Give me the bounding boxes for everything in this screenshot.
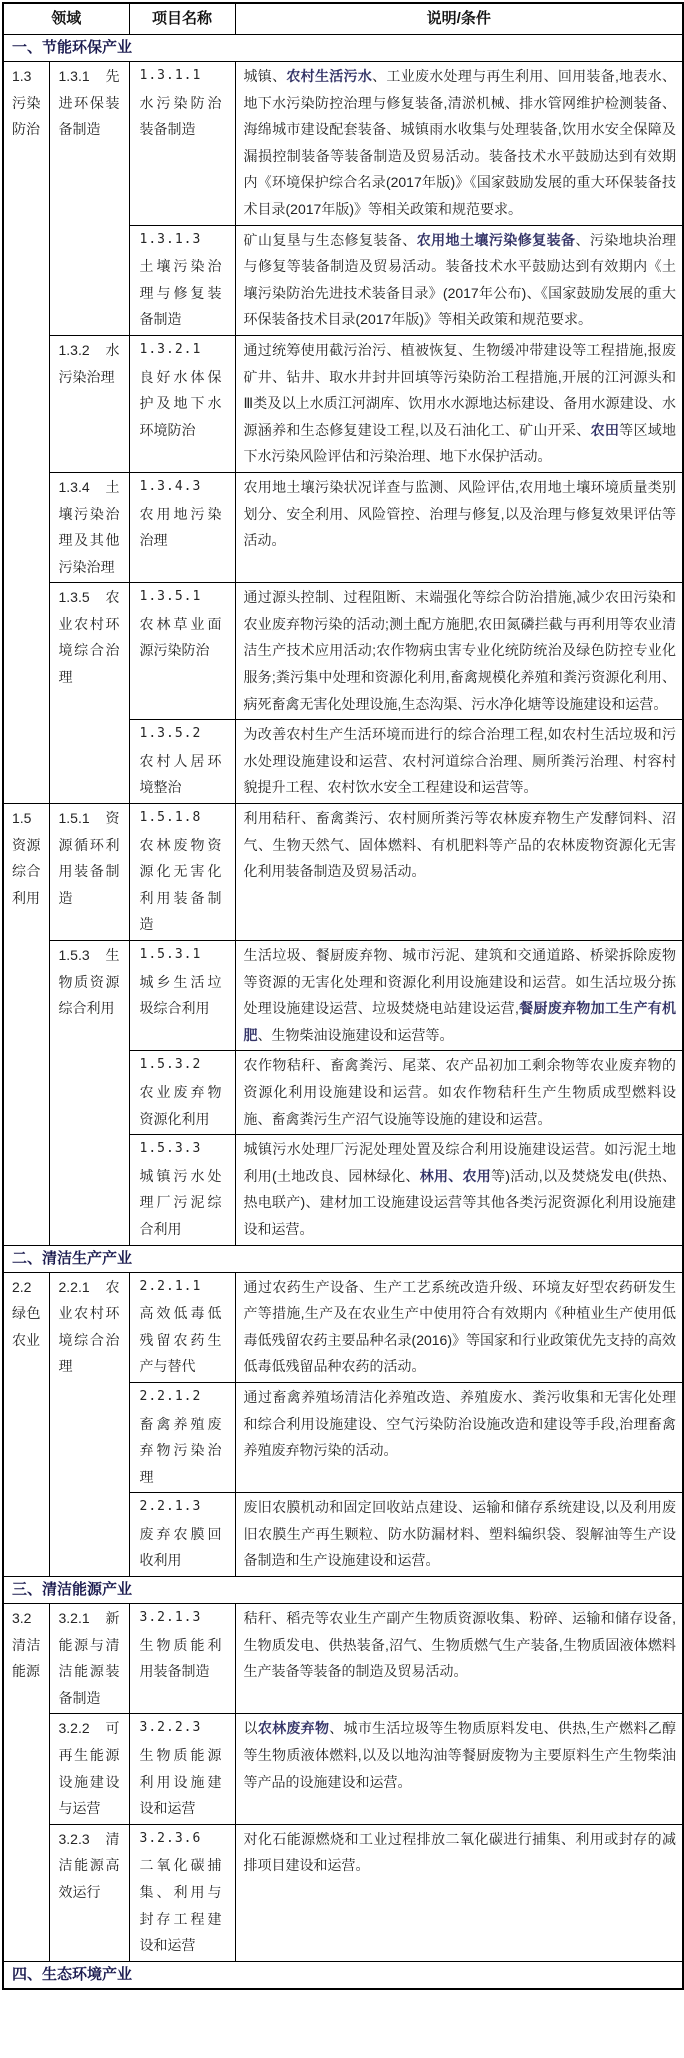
project-cell [129,225,235,335]
description-cell: 废旧农膜机动和固定回收站点建设、运输和储存系统建设,以及利用废旧农膜生产再生颗粒、防水防漏材料、塑料编织袋、裂解油等生产设备制造和生产设施建设和运营。 [235,1493,683,1577]
column-header-domain: 领域 [3,3,129,35]
table-row [3,1714,683,1824]
description-cell: 通过源头控制、过程阻断、末端强化等综合防治措施,减少农田污染和农业废弃物污染的活动;测土配方施肥,农田氮磷拦截与再利用等农业清洁生产技术应用活动;农作物病虫害专业化统防统治及绿色防控专业化服务;粪污集中处理和资源化利用,畜禽规模化养殖和粪污资源化利用、病死畜禽无害化处理设施,生态沟渠、污水净化塘等设施建设和运营。 [235,583,683,720]
project-name: 农村人居环境整治 [139,752,222,796]
category-cell: 2.2.1 农业农村环境综合治理 [49,1272,129,1577]
table-row [3,62,683,226]
table-row [3,583,683,720]
category-cell: 3.2.2 可再生能源设施建设与运营 [49,1714,129,1824]
description-cell: 城镇污水处理厂污泥处理处置及综合利用设施建设运营。如污泥土地利用(土地改良、园林绿化、林用、农用等)活动,以及焚烧发电(供热、热电联产)、建材加工设施建设运营等其他各类污泥资源化利用设施建设和运营。 [235,1135,683,1245]
project-code: 1.5.3.3 [139,1141,202,1157]
project-name: 水污染防治装备制造 [139,94,222,138]
project-code: 1.3.5.2 [139,726,202,742]
description-cell: 农作物秸秆、畜禽粪污、尾菜、农产品初加工剩余物等农业废弃物的资源化利用设施建设和运营。如农作物秸秆生产生物质成型燃料设施、畜禽粪污生产沼气设施等设施的建设和运营。 [235,1051,683,1135]
project-name: 生物质能源利用设施建设和运营 [139,1747,222,1817]
description-cell: 秸秆、稻壳等农业生产副产生物质资源收集、粉碎、运输和储存设备,生物质发电、供热装备,沼气、生物质燃气生产装备,生物质固液体燃料生产装备等装备的制造及贸易活动。 [235,1604,683,1714]
table-row [3,335,683,472]
project-cell [129,1604,235,1714]
column-header-desc: 说明/条件 [235,3,683,35]
project-cell [129,1272,235,1382]
category-cell: 1.3.1 先进环保装备制造 [49,62,129,336]
section-header-row [3,35,683,62]
project-cell [129,720,235,804]
description-cell: 通过农药生产设备、生产工艺系统改造升级、环境友好型农药研发生产等措施,生产及在农业生产中使用符合有效期内《种植业生产使用低毒低残留农药主要品种名录(2016)》等国家和行业政策优先支持的高效低毒低残留品种农药的活动。 [235,1272,683,1382]
project-cell [129,941,235,1051]
project-name: 畜禽养殖废弃物污染治理 [139,1415,222,1485]
description-cell: 通过统筹使用截污治污、植被恢复、生物缓冲带建设等工程措施,报废矿井、钻井、取水井封井回填等污染防治工程措施,开展的江河源头和Ⅲ类及以上水质江河湖库、饮用水水源地达标建设、备用水源建设、水源涵养和生态修复建设工程,以及石油化工、矿山开采、农田等区域地下水污染风险评估和污染治理、地下水保护活动。 [235,335,683,472]
project-name: 农用地污染治理 [139,505,222,549]
project-code: 1.5.3.1 [139,947,202,962]
project-name: 高效低毒低残留农药生产与替代 [139,1305,222,1375]
table-row [3,1604,683,1714]
project-name: 废弃农膜回收利用 [139,1525,222,1569]
section-header: 四、生态环境产业 [3,1961,683,1989]
section-header: 二、清洁生产产业 [3,1245,683,1272]
category-cell: 3.2.1 新能源与清洁能源装备制造 [49,1604,129,1714]
section-header-row-partial [3,1961,683,1989]
project-code: 1.3.4.3 [139,478,202,494]
category-cell: 1.5.1 资源循环利用装备制造 [49,804,129,941]
project-code: 1.3.5.1 [139,589,202,605]
project-code: 1.3.1.1 [139,68,202,83]
category-cell: 3.2.3 清洁能源高效运行 [49,1824,129,1961]
description-cell: 城镇、农村生活污水、工业废水处理与再生利用、回用装备,地表水、地下水污染防控治理与修复装备,清淤机械、排水管网维护检测装备、海绵城市建设配套装备、城镇雨水收集与处理装备,饮用水安全保障及漏损控制装备等装备制造及贸易活动。装备技术水平鼓励达到有效期内《环境保护综合名录(2017年版)》《国家鼓励发展的重大环保装备技术目录(2017年版)》等相关政策和规范要求。 [235,62,683,226]
table-row [3,1272,683,1382]
category-cell: 1.3.2 水污染治理 [49,335,129,472]
column-header-project: 项目名称 [129,3,235,35]
domain-cell: 1.5 资源综合利用 [3,804,49,1246]
description-cell: 农用地土壤污染状况详查与监测、风险评估,农用地土壤环境质量类别划分、安全利用、风险管控、治理与修复,以及治理与修复效果评估等活动。 [235,472,683,582]
domain-cell: 3.2 清洁能源 [3,1604,49,1962]
project-name: 良好水体保护及地下水环境防治 [139,368,222,438]
description-cell: 通过畜禽养殖场清洁化养殖改造、养殖废水、粪污收集和无害化处理和综合利用设施建设、空气污染防治设施改造和建设等手段,治理畜禽养殖废弃物污染的活动。 [235,1382,683,1492]
project-name: 农林草业面源污染防治 [139,615,222,659]
project-code: 1.3.2.1 [139,341,202,357]
description-cell: 为改善农村生产生活环境而进行的综合治理工程,如农村生活垃圾和污水处理设施建设和运营、农村河道综合治理、厕所粪污治理、村容村貌提升工程、农村饮水安全工程建设和运营等。 [235,720,683,804]
section-header-row [3,1577,683,1604]
project-cell [129,583,235,720]
project-name: 农林废物资源化无害化利用装备制造 [139,836,222,933]
table-row [3,1824,683,1961]
category-cell: 1.3.4 土壤污染治理及其他污染治理 [49,472,129,582]
description-cell: 矿山复垦与生态修复装备、农用地土壤污染修复装备、污染地块治理与修复等装备制造及贸易活动。装备技术水平鼓励达到有效期内《土壤污染防治先进技术装备目录》(2017年公布)、《国家鼓励发展的重大环保装备技术目录(2017年版)》等相关政策和规范要求。 [235,225,683,335]
project-name: 城镇污水处理厂污泥综合利用 [139,1167,222,1237]
project-cell [129,1382,235,1492]
project-code: 2.2.1.2 [139,1388,202,1404]
project-code: 3.2.3.6 [139,1830,202,1846]
project-cell [129,1493,235,1577]
description-cell: 对化石能源燃烧和工业过程排放二氧化碳进行捕集、利用或封存的减排项目建设和运营。 [235,1824,683,1961]
catalog-table [2,2,684,1990]
domain-cell: 2.2 绿色农业 [3,1272,49,1577]
table-header-row [3,3,683,35]
project-name: 土壤污染治理与修复装备制造 [139,258,222,328]
category-cell: 1.3.5 农业农村环境综合治理 [49,583,129,804]
project-code: 3.2.2.3 [139,1720,202,1736]
section-header: 一、节能环保产业 [3,35,683,62]
project-code: 1.3.1.3 [139,231,202,247]
project-name: 生物质能利用装备制造 [139,1636,222,1680]
project-cell [129,335,235,472]
project-code: 1.5.3.2 [139,1057,202,1073]
project-code: 3.2.1.3 [139,1610,202,1626]
project-cell [129,62,235,226]
domain-cell: 1.3 污染防治 [3,62,49,804]
category-cell: 1.5.3 生物质资源综合利用 [49,941,129,1246]
project-cell [129,1824,235,1961]
project-code: 1.5.1.8 [139,810,202,826]
project-cell [129,804,235,941]
project-name: 农业废弃物资源化利用 [139,1083,222,1127]
description-cell: 利用秸秆、畜禽粪污、农村厕所粪污等农林废弃物生产发酵饲料、沼气、生物天然气、固体燃料、有机肥料等产品的农林废物资源化无害化利用装备制造及贸易活动。 [235,804,683,941]
project-cell [129,472,235,582]
project-cell [129,1714,235,1824]
project-code: 2.2.1.1 [139,1278,202,1294]
project-name: 二氧化碳捕集、利用与封存工程建设和运营 [139,1857,222,1954]
description-cell: 以农林废弃物、城市生活垃圾等生物质原料发电、供热,生产燃料乙醇等生物质液体燃料,以及以地沟油等餐厨废物为主要原料生产生物柴油等产品的设施建设和运营。 [235,1714,683,1824]
project-code: 2.2.1.3 [139,1499,202,1515]
table-row [3,472,683,582]
project-name: 城乡生活垃圾综合利用 [139,973,222,1017]
section-header-row [3,1245,683,1272]
section-header: 三、清洁能源产业 [3,1577,683,1604]
table-row [3,941,683,1051]
table-row [3,804,683,941]
project-cell [129,1051,235,1135]
project-cell [129,1135,235,1245]
description-cell: 生活垃圾、餐厨废弃物、城市污泥、建筑和交通道路、桥梁拆除废物等资源的无害化处理和资源化利用设施建设和运营。如生活垃圾分拣处理设施建设运营、垃圾焚烧电站建设运营,餐厨废弃物加工生产有机肥、生物柴油设施建设和运营等。 [235,941,683,1051]
